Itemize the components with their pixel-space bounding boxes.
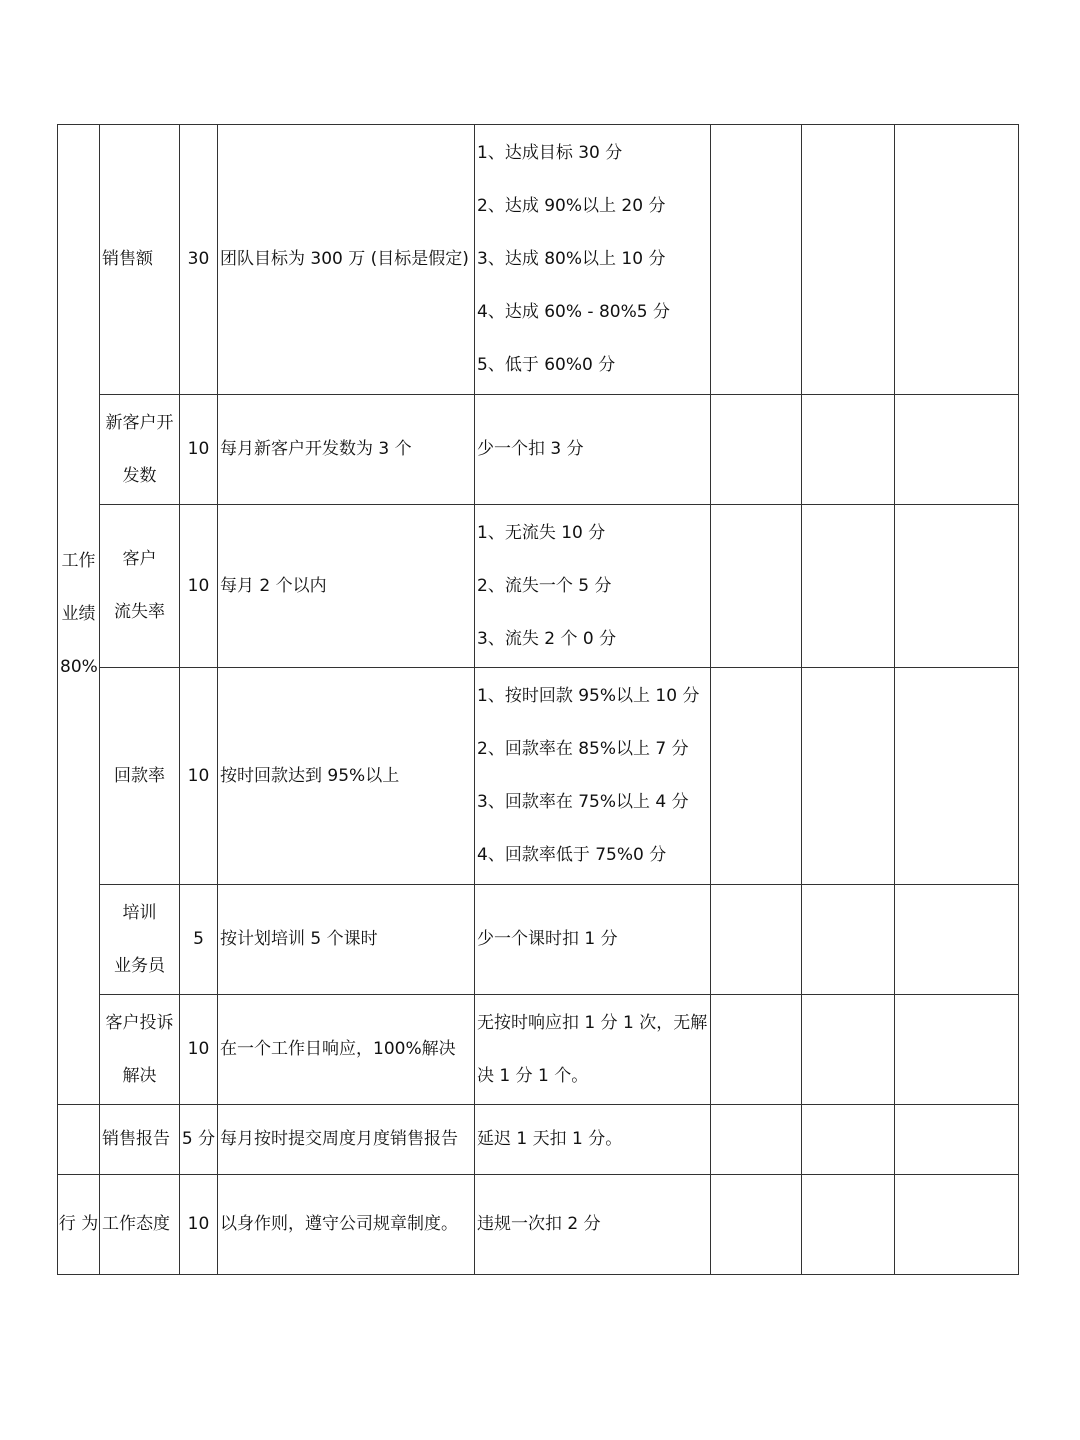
blank-cell <box>895 505 1019 668</box>
item-score: 10 <box>180 505 218 668</box>
item-criteria: 1、按时回款 95%以上 10 分 2、回款率在 85%以上 7 分 3、回款率在 75%以上 4 分 4、回款率低于 75%0 分 <box>475 668 711 885</box>
item-criteria: 延迟 1 天扣 1 分。 <box>475 1105 711 1175</box>
item-target: 每月按时提交周度月度销售报告 <box>218 1105 475 1175</box>
item-target: 在一个工作日响应，100%解决 <box>218 995 475 1105</box>
item-criteria: 1、无流失 10 分 2、流失一个 5 分 3、流失 2 个 0 分 <box>475 505 711 668</box>
item-target: 每月新客户开发数为 3 个 <box>218 395 475 505</box>
item-criteria: 违规一次扣 2 分 <box>475 1175 711 1275</box>
item-target: 以身作则，遵守公司规章制度。 <box>218 1175 475 1275</box>
blank-cell <box>895 395 1019 505</box>
item-name: 回款率 <box>100 668 180 885</box>
item-criteria: 1、达成目标 30 分 2、达成 90%以上 20 分 3、达成 80%以上 10 分 4、达成 60% - 80%5 分 5、低于 60%0 分 <box>475 125 711 395</box>
blank-cell <box>802 505 895 668</box>
item-target: 按时回款达到 95%以上 <box>218 668 475 885</box>
table-row <box>58 668 1019 885</box>
item-target: 团队目标为 300 万 (目标是假定) <box>218 125 475 395</box>
blank-cell <box>802 395 895 505</box>
item-criteria: 无按时响应扣 1 分 1 次，无解 决 1 分 1 个。 <box>475 995 711 1105</box>
blank-cell <box>802 125 895 395</box>
blank-cell <box>802 1105 895 1175</box>
blank-cell <box>711 885 802 995</box>
blank-cell <box>802 1175 895 1275</box>
table-row <box>58 505 1019 668</box>
blank-cell <box>711 395 802 505</box>
item-criteria: 少一个课时扣 1 分 <box>475 885 711 995</box>
item-name: 客户投诉 解决 <box>100 995 180 1105</box>
item-name: 销售报告 <box>100 1105 180 1175</box>
blank-cell <box>711 1175 802 1275</box>
blank-cell <box>711 1105 802 1175</box>
item-target: 按计划培训 5 个课时 <box>218 885 475 995</box>
category-line: 80% <box>60 657 98 677</box>
item-score: 10 <box>180 995 218 1105</box>
item-name: 工作态度 <box>100 1175 180 1275</box>
blank-cell <box>802 885 895 995</box>
item-score: 5 <box>180 885 218 995</box>
blank-cell <box>711 125 802 395</box>
blank-cell <box>802 668 895 885</box>
item-name: 培训 业务员 <box>100 885 180 995</box>
blank-cell <box>895 125 1019 395</box>
item-name: 客户 流失率 <box>100 505 180 668</box>
item-score: 10 <box>180 395 218 505</box>
table-row <box>58 1175 1019 1275</box>
table-row <box>58 125 1019 395</box>
blank-cell <box>711 995 802 1105</box>
item-score: 5 分 <box>180 1105 218 1175</box>
category-line: 工作 <box>61 551 96 571</box>
blank-cell <box>711 505 802 668</box>
item-score: 10 <box>180 668 218 885</box>
blank-cell <box>895 885 1019 995</box>
blank-cell <box>895 1175 1019 1275</box>
table-row <box>58 395 1019 505</box>
blank-cell <box>895 1105 1019 1175</box>
blank-cell <box>895 995 1019 1105</box>
item-score: 30 <box>180 125 218 395</box>
item-name: 新客户开 发数 <box>100 395 180 505</box>
category-line: 业绩 <box>61 604 96 624</box>
blank-cell <box>711 668 802 885</box>
blank-cell <box>802 995 895 1105</box>
kpi-table <box>57 124 1019 1275</box>
table-row <box>58 885 1019 995</box>
category-performance <box>58 125 100 1105</box>
category-behavior: 行 为 <box>58 1175 100 1275</box>
blank-cell <box>895 668 1019 885</box>
table-row <box>58 995 1019 1105</box>
item-name: 销售额 <box>100 125 180 395</box>
category-empty <box>58 1105 100 1175</box>
table-row <box>58 1105 1019 1175</box>
item-criteria: 少一个扣 3 分 <box>475 395 711 505</box>
item-target: 每月 2 个以内 <box>218 505 475 668</box>
item-score: 10 <box>180 1175 218 1275</box>
